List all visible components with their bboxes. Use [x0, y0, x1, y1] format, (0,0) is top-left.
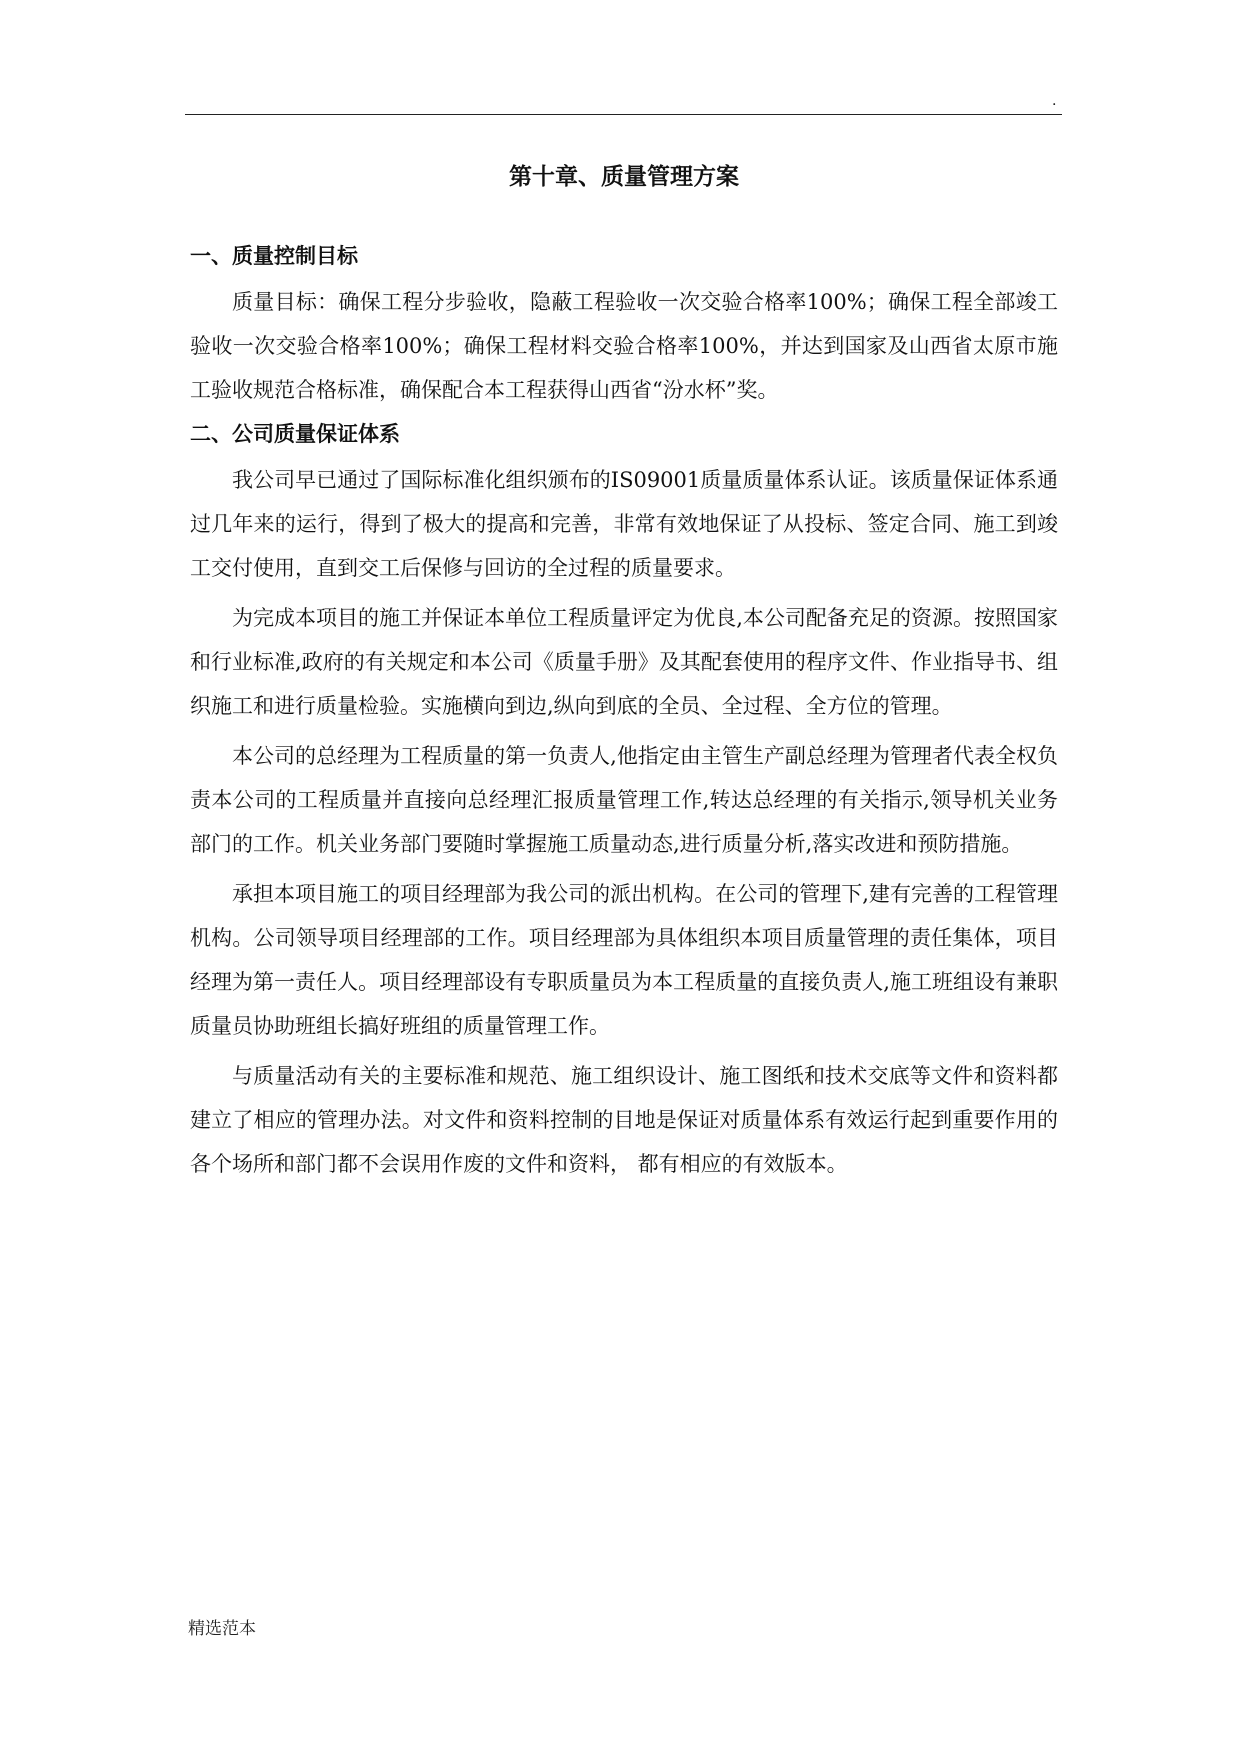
section-quality-assurance-system — [190, 418, 1058, 1186]
paragraph: 与质量活动有关的主要标准和规范、施工组织设计、施工图纸和技术交底等文件和资料都建立了相应的管理办法。对文件和资料控制的目地是保证对质量体系有效运行起到重要作用的各个场所和部门都不会误用作废的文件和资料， 都有相应的有效版本。 — [190, 1064, 1058, 1176]
paragraph: 本公司的总经理为工程质量的第一负责人,他指定由主管生产副总经理为管理者代表全权负责本公司的工程质量并直接向总经理汇报质量管理工作,转达总经理的有关指示,领导机关业务部门的工作。机关业务部门要随时掌握施工质量动态,进行质量分析,落实改进和预防措施。 — [190, 744, 1058, 856]
header-mark: . — [1052, 93, 1057, 109]
section-heading: 一、质量控制目标 — [190, 244, 358, 268]
paragraph: 质量目标：确保工程分步验收，隐蔽工程验收一次交验合格率100%；确保工程全部竣工验收一次交验合格率100%；确保工程材料交验合格率100%，并达到国家及山西省太原市施工验收规范合格标准，确保配合本工程获得山西省“汾水杯”奖。 — [190, 290, 1058, 402]
paragraph: 我公司早已通过了国际标准化组织颁布的IS09001质量质量体系认证。该质量保证体系通过几年来的运行，得到了极大的提高和完善，非常有效地保证了从投标、签定合同、施工到竣工交付使用，直到交工后保修与回访的全过程的质量要求。 — [190, 468, 1058, 580]
footer-text: 精选范本 — [188, 1619, 256, 1639]
page-title: 第十章、质量管理方案 — [509, 164, 739, 190]
paragraph: 承担本项目施工的项目经理部为我公司的派出机构。在公司的管理下,建有完善的工程管理机构。公司领导项目经理部的工作。项目经理部为具体组织本项目质量管理的责任集体，项目经理为第一责任人。项目经理部设有专职质量员为本工程质量的直接负责人,施工班组设有兼职质量员协助班组长搞好班组的质量管理工作。 — [190, 882, 1058, 1038]
paragraph: 为完成本项目的施工并保证本单位工程质量评定为优良,本公司配备充足的资源。按照国家和行业标准,政府的有关规定和本公司《质量手册》及其配套使用的程序文件、作业指导书、组织施工和进行质量检验。实施横向到边,纵向到底的全员、全过程、全方位的管理。 — [190, 606, 1058, 718]
section-quality-goals — [190, 240, 1058, 412]
header-rule — [185, 114, 1062, 115]
section-heading: 二、公司质量保证体系 — [190, 422, 400, 446]
document-body — [190, 160, 1058, 1192]
